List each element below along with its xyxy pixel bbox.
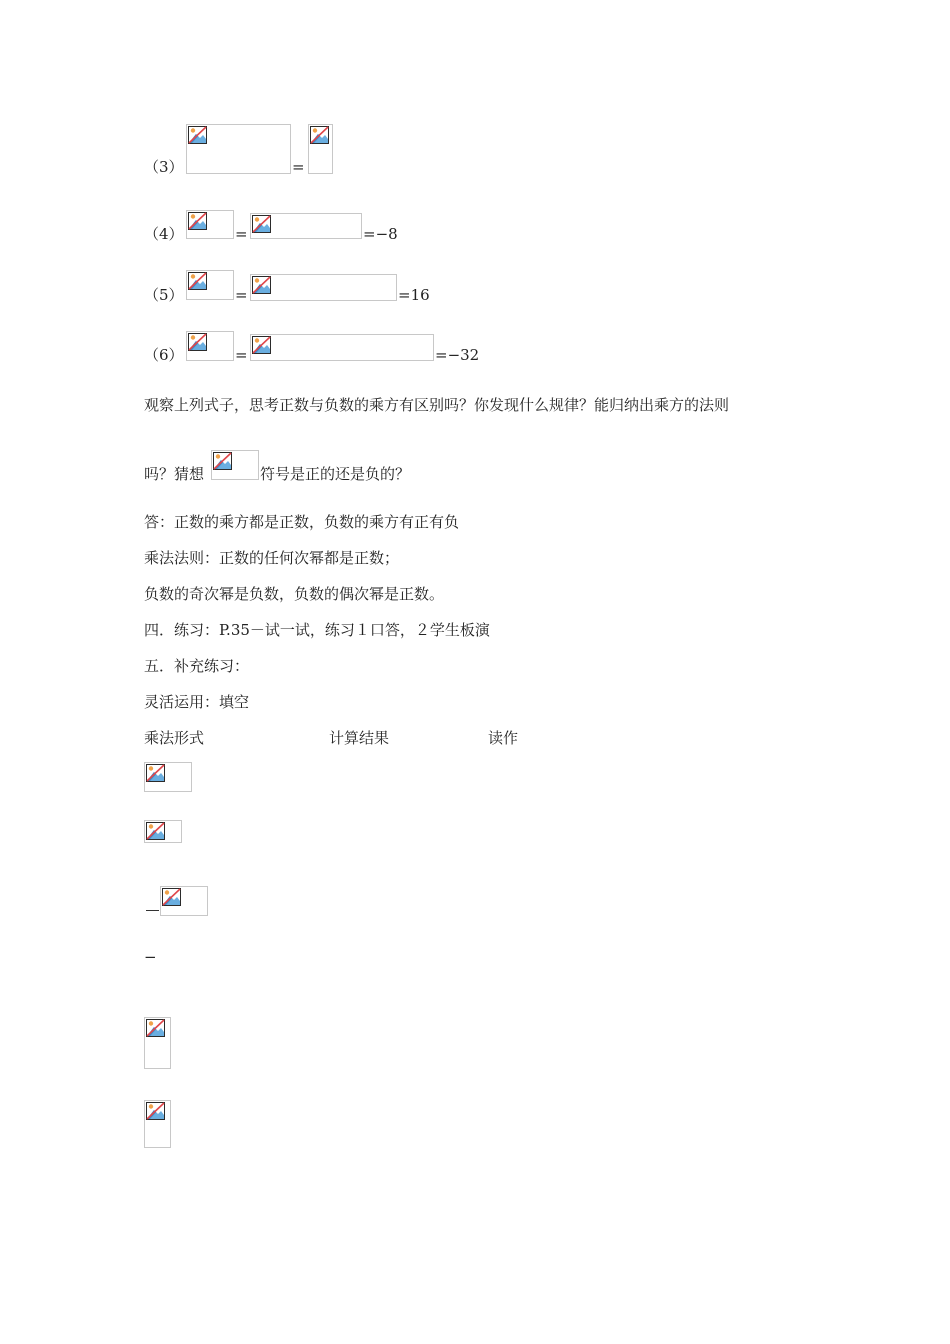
column-header-read-as: 读作 xyxy=(488,729,519,747)
broken-image-icon xyxy=(188,333,207,351)
equation-result-4: =−8 xyxy=(363,225,398,243)
formula-image xyxy=(144,1017,171,1069)
broken-image-icon xyxy=(252,215,271,233)
equation-result-6: =−32 xyxy=(435,346,480,364)
formula-image xyxy=(308,124,333,174)
equals-sign: = xyxy=(235,346,248,364)
equation-label-6: （6） xyxy=(144,346,184,364)
observation-paragraph-line2a: 吗？猜想 xyxy=(144,465,205,483)
broken-image-icon xyxy=(162,888,181,906)
section-5-supplement: 五．补充练习： xyxy=(144,657,250,675)
exercise-title: 灵活运用：填空 xyxy=(144,693,250,711)
formula-image xyxy=(144,762,192,792)
broken-image-icon xyxy=(188,272,207,290)
broken-image-icon xyxy=(188,126,207,144)
broken-image-icon xyxy=(146,764,165,782)
equals-sign: = xyxy=(235,225,248,243)
column-header-multiplication-form: 乘法形式 xyxy=(144,729,205,747)
observation-paragraph-line1: 观察上列式子，思考正数与负数的乘方有区别吗？你发现什么规律？能归纳出乘方的法则 xyxy=(144,396,730,414)
broken-image-icon xyxy=(213,452,232,470)
broken-image-icon xyxy=(310,126,329,144)
equation-label-5: （5） xyxy=(144,286,184,304)
formula-image xyxy=(144,820,182,843)
rule-text-2: 负数的奇次幂是负数，负数的偶次幂是正数。 xyxy=(144,585,445,603)
formula-image xyxy=(160,886,208,916)
formula-image xyxy=(144,1100,171,1148)
formula-image xyxy=(186,270,234,300)
minus-sign-text: − xyxy=(144,948,157,966)
formula-image xyxy=(186,210,234,239)
broken-image-icon xyxy=(146,1102,165,1120)
formula-image xyxy=(250,334,434,361)
formula-image xyxy=(186,331,234,361)
minus-sign xyxy=(146,910,159,911)
formula-image xyxy=(186,124,291,174)
equals-sign: = xyxy=(292,158,305,176)
broken-image-icon xyxy=(146,822,165,840)
equation-label-4: （4） xyxy=(144,225,184,243)
broken-image-icon xyxy=(188,212,207,230)
formula-image xyxy=(250,213,362,239)
observation-paragraph-line2b: 符号是正的还是负的？ xyxy=(260,465,411,483)
equals-sign: = xyxy=(235,286,248,304)
answer-text: 答：正数的乘方都是正数，负数的乘方有正有负 xyxy=(144,513,460,531)
formula-image xyxy=(250,274,397,301)
formula-image xyxy=(211,450,259,480)
broken-image-icon xyxy=(146,1019,165,1037)
column-header-result: 计算结果 xyxy=(329,729,390,747)
broken-image-icon xyxy=(252,336,271,354)
rule-text: 乘法法则：正数的任何次幂都是正数； xyxy=(144,549,400,567)
equation-label-3: （3） xyxy=(144,158,184,176)
equation-result-5: =16 xyxy=(398,286,430,304)
section-4-practice: 四．练习：P.35－试一试，练习１口答，２学生板演 xyxy=(144,621,490,639)
broken-image-icon xyxy=(252,276,271,294)
